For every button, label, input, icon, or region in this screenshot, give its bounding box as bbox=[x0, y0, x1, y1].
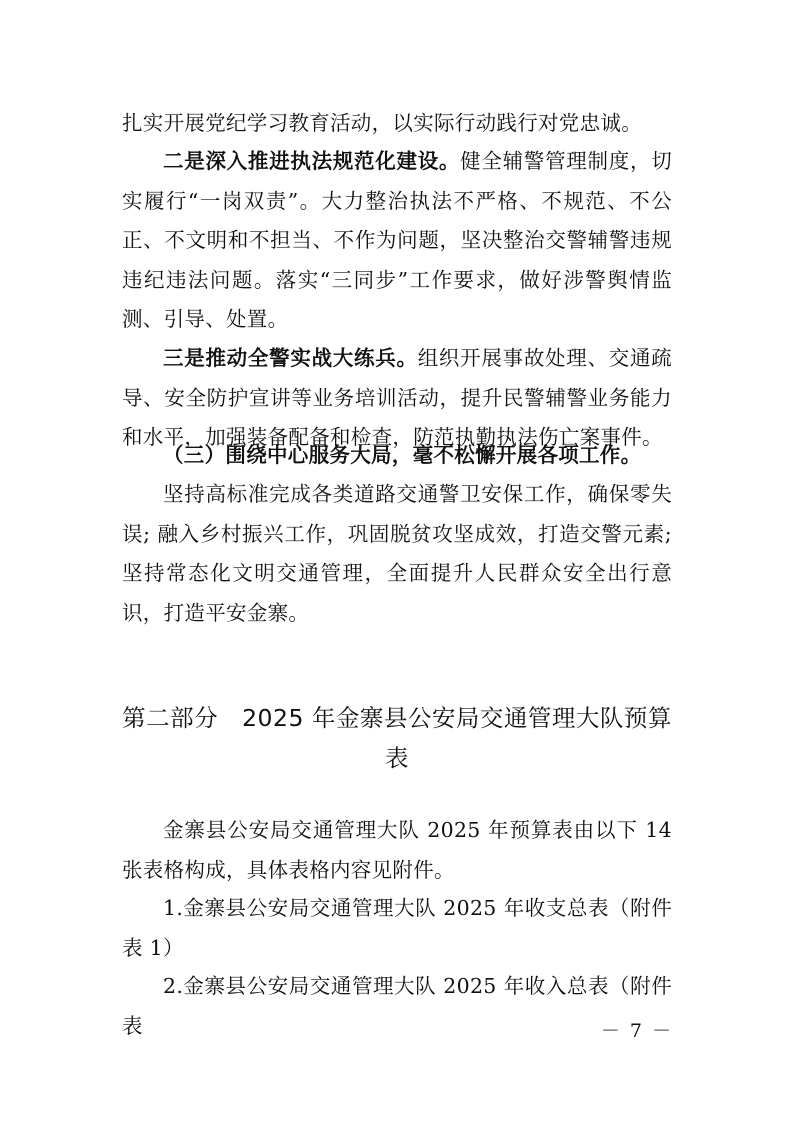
paragraph-continuation: 扎实开展党纪学习教育活动，以实际行动践行对党忠诚。 bbox=[122, 111, 642, 135]
paragraph-item-2 bbox=[122, 142, 672, 340]
page-number: － 7 － bbox=[600, 1020, 673, 1042]
item-2-lead: 二是深入推进执法规范化建设。 bbox=[163, 149, 461, 173]
attachment-item-2: 2.金寨县公安局交通管理大队 2025 年收入总表（附件表 bbox=[122, 974, 672, 1038]
item-3-lead: 三是推动全警实战大练兵。 bbox=[163, 346, 418, 370]
part-2-heading bbox=[110, 698, 684, 778]
item-3-body: 组织开展事故处理、交通疏导、安全防护宣讲等业务培训活动，提升民警辅警业务能力和水平，加强装备配备和检查，防范执勤执法伤亡案事件。 bbox=[122, 346, 672, 449]
part-2-heading-line-1: 第二部分 2025 年金寨县公安局交通管理大队预算 bbox=[122, 704, 672, 732]
part-2-intro: 金寨县公安局交通管理大队 2025 年预算表由以下 14 张表格构成，具体表格内容见附件。 bbox=[122, 818, 672, 882]
item-2-body: 健全辅警管理制度，切实履行“一岗双责”。大力整治执法不严格、不规范、不公正、不文明和不担当、不作为问题，坚决整治交警辅警违规违纪违法问题。落实“三同步”工作要求，做好涉警舆情监测、引导、处置。 bbox=[122, 149, 673, 331]
section-3-body: 坚持高标准完成各类道路交通警卫安保工作，确保零失误; 融入乡村振兴工作，巩固脱贫攻坚成效，打造交警元素; 坚持常态化文明交通管理，全面提升人民群众安全出行意识，打造平安金寨。 bbox=[122, 482, 672, 625]
section-3-heading: （三）围绕中心服务大局，毫不松懈开展各项工作。 bbox=[163, 443, 642, 467]
attachment-item-1: 1.金寨县公安局交通管理大队 2025 年收支总表（附件表 1） bbox=[122, 896, 672, 960]
part-2-heading-line-2: 表 bbox=[385, 744, 409, 772]
